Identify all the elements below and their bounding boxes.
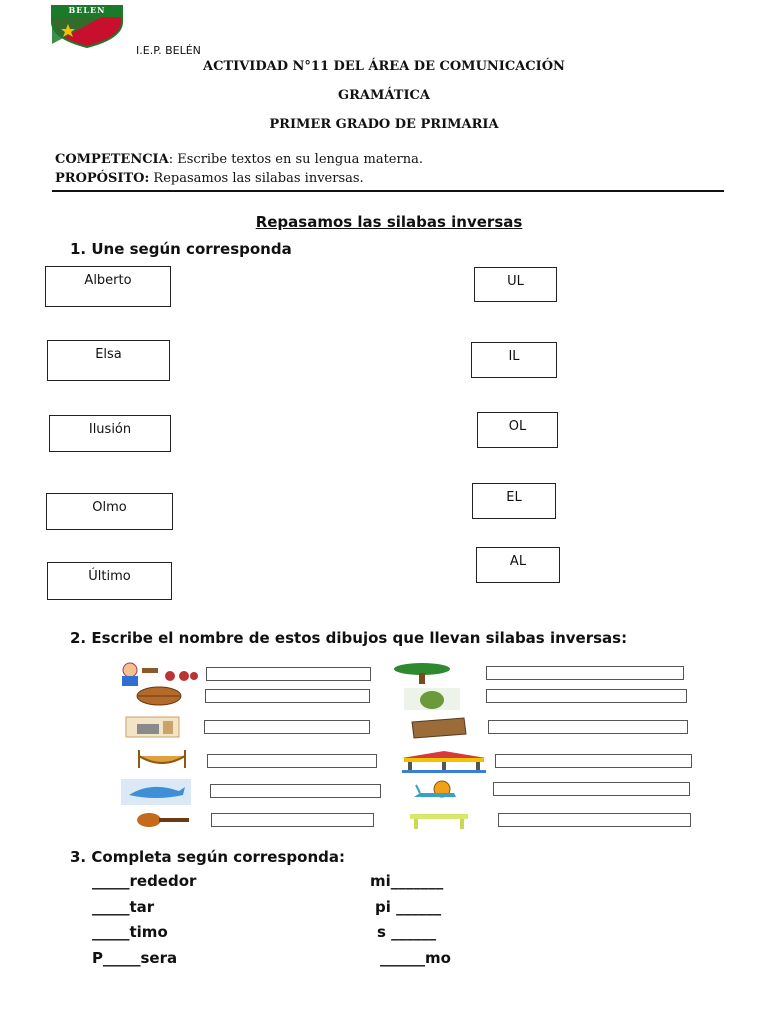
q1-text: Une según corresponda bbox=[91, 240, 292, 258]
carousel-picture bbox=[398, 750, 490, 774]
q1-number: 1. bbox=[70, 240, 87, 258]
match-left-3[interactable]: Ilusión bbox=[49, 415, 171, 452]
fill-left-2[interactable]: _____tar bbox=[92, 898, 155, 916]
q2-text: Escribe el nombre de estos dibujos que llevan silabas inversas: bbox=[91, 629, 628, 647]
dolphin-picture bbox=[121, 779, 191, 805]
school-badge-text: BELEN bbox=[68, 5, 106, 15]
match-left-4[interactable]: Olmo bbox=[46, 493, 173, 530]
answer-field-right-3[interactable] bbox=[488, 720, 688, 734]
fill-right-1[interactable]: mi_______ bbox=[370, 872, 444, 890]
guitar-picture bbox=[133, 810, 193, 828]
answer-field-left-4[interactable] bbox=[207, 754, 377, 768]
fill-left-4[interactable]: P_____sera bbox=[92, 949, 178, 967]
answer-field-left-2[interactable] bbox=[205, 689, 370, 703]
match-left-1[interactable]: Alberto bbox=[45, 266, 171, 307]
school-name: I.E.P. BELÉN bbox=[136, 44, 201, 57]
competencia-line bbox=[55, 152, 423, 167]
match-left-5[interactable]: Último bbox=[47, 562, 172, 600]
match-right-4[interactable]: EL bbox=[472, 483, 556, 519]
q3-number: 3. bbox=[70, 848, 87, 866]
activity-title: ACTIVIDAD N°11 DEL ÁREA DE COMUNICACIÓN bbox=[203, 59, 565, 74]
workshop-picture bbox=[125, 716, 180, 738]
proposito-line bbox=[55, 171, 364, 186]
q3-heading bbox=[70, 848, 345, 866]
fill-right-3[interactable]: s ______ bbox=[377, 923, 437, 941]
tree-picture bbox=[392, 662, 452, 684]
header-divider bbox=[52, 190, 724, 192]
fill-left-1[interactable]: _____rededor bbox=[92, 872, 197, 890]
answer-field-right-2[interactable] bbox=[486, 689, 687, 703]
answer-field-right-4[interactable] bbox=[495, 754, 692, 768]
main-title: Repasamos las silabas inversas bbox=[255, 213, 523, 231]
answer-field-left-5[interactable] bbox=[210, 784, 381, 798]
q3-text: Completa según corresponda: bbox=[91, 848, 345, 866]
chest-picture bbox=[408, 716, 470, 740]
competencia-label: COMPETENCIA bbox=[55, 152, 169, 167]
answer-field-right-1[interactable] bbox=[486, 666, 684, 680]
answer-field-right-6[interactable] bbox=[498, 813, 691, 827]
school-logo bbox=[50, 4, 124, 48]
fill-right-4[interactable]: ______mo bbox=[380, 949, 451, 967]
match-right-2[interactable]: IL bbox=[471, 342, 557, 378]
table-picture bbox=[408, 812, 470, 830]
answer-field-left-1[interactable] bbox=[206, 667, 371, 681]
barrel-picture bbox=[136, 686, 182, 706]
match-right-1[interactable]: UL bbox=[474, 267, 557, 302]
subject-title: GRAMÁTICA bbox=[338, 88, 430, 103]
q2-number: 2. bbox=[70, 629, 87, 647]
person-with-hammer-picture bbox=[116, 662, 200, 686]
competencia-text: : Escribe textos en su lengua materna. bbox=[168, 152, 423, 167]
snail-picture bbox=[410, 779, 464, 799]
artichoke-picture bbox=[404, 688, 460, 710]
match-right-5[interactable]: AL bbox=[476, 547, 560, 583]
grade-title: PRIMER GRADO DE PRIMARIA bbox=[269, 117, 499, 132]
q1-heading bbox=[70, 240, 292, 258]
match-right-3[interactable]: OL bbox=[477, 412, 558, 448]
answer-field-right-5[interactable] bbox=[493, 782, 690, 796]
answer-field-left-6[interactable] bbox=[211, 813, 374, 827]
fill-left-3[interactable]: _____timo bbox=[92, 923, 168, 941]
fill-right-2[interactable]: pi ______ bbox=[375, 898, 442, 916]
hammock-picture bbox=[137, 748, 187, 770]
answer-field-left-3[interactable] bbox=[204, 720, 370, 734]
match-left-2[interactable]: Elsa bbox=[47, 340, 170, 381]
proposito-label: PROPÓSITO: bbox=[55, 171, 150, 186]
q2-heading bbox=[70, 629, 627, 647]
proposito-text: Repasamos las silabas inversas. bbox=[149, 171, 364, 186]
